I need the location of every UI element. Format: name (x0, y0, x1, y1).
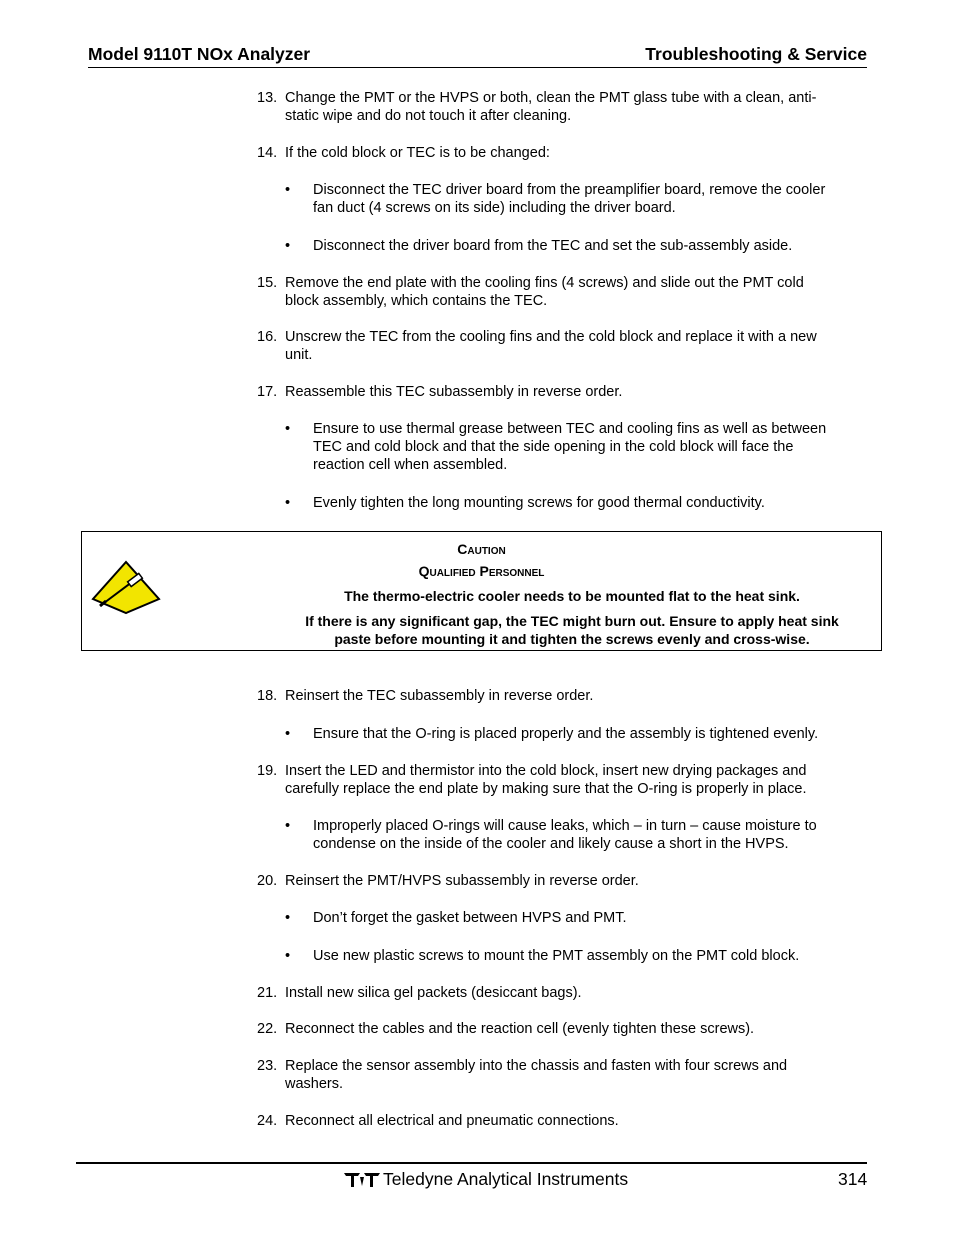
step-number: 24. (257, 1113, 278, 1129)
step-number: 22. (257, 1021, 278, 1037)
step-text: Reinsert the PMT/HVPS subassembly in reverse order. (285, 873, 639, 889)
bullet-marker: • (285, 818, 291, 834)
bullet-marker: • (285, 238, 291, 254)
footer-company: Teledyne Analytical Instruments (383, 1169, 629, 1189)
caution-line: If there is any significant gap, the TEC might burn out. Ensure to apply heat sink (305, 613, 839, 629)
bullet-text: Ensure that the O-ring is placed properly and the assembly is tightened evenly. (313, 726, 819, 742)
step-text: Change the PMT or the HVPS or both, clean the PMT glass tube with a clean, anti- static wipe and do not touch it after cleaning. (285, 90, 817, 124)
caution-box (81, 531, 882, 651)
footer-rule (76, 1162, 867, 1164)
bullet-marker: • (285, 495, 291, 511)
step-number: 23. (257, 1058, 278, 1074)
step-text: Replace the sensor assembly into the chassis and fasten with four screws and washers. (285, 1058, 788, 1092)
step-number: 20. (257, 873, 278, 889)
bullet-marker: • (285, 182, 291, 198)
step-text: Insert the LED and thermistor into the cold block, insert new drying packages and carefully replace the end plate by making sure that the O-ring is properly in place. (285, 763, 807, 797)
step-number: 19. (257, 763, 278, 779)
step-text: Reconnect the cables and the reaction cell (evenly tighten these screws). (285, 1021, 755, 1037)
page-header (88, 44, 867, 68)
step-number: 15. (257, 275, 278, 291)
bullet-marker: • (285, 421, 291, 437)
step-number: 13. (257, 90, 278, 106)
caution-title: Caution (457, 541, 506, 557)
caution-line: paste before mounting it and tighten the screws evenly and cross-wise. (334, 631, 810, 647)
bullet-marker: • (285, 910, 291, 926)
step-text: Install new silica gel packets (desiccant bags). (285, 985, 582, 1001)
bullet-text: Evenly tighten the long mounting screws for good thermal conductivity. (313, 495, 765, 511)
step-text: Remove the end plate with the cooling fins (4 screws) and slide out the PMT cold block assembly, which contains the TEC. (285, 275, 804, 309)
teledyne-logo-icon (344, 1171, 380, 1189)
step-text: Reconnect all electrical and pneumatic connections. (285, 1113, 619, 1129)
header-model: Model 9110T NOx Analyzer (88, 44, 311, 64)
step-number: 18. (257, 688, 278, 704)
caution-subtitle: Qualified Personnel (418, 563, 545, 579)
bullet-text: Don’t forget the gasket between HVPS and PMT. (313, 910, 627, 926)
step-text: Reinsert the TEC subassembly in reverse order. (285, 688, 594, 704)
step-number: 14. (257, 145, 278, 161)
step-text: Reassemble this TEC subassembly in reverse order. (285, 384, 623, 400)
step-number: 16. (257, 329, 278, 345)
bullet-marker: • (285, 726, 291, 742)
header-section: Troubleshooting & Service (645, 44, 867, 64)
caution-line: The thermo-electric cooler needs to be mounted flat to the heat sink. (344, 588, 800, 604)
bullet-text: Ensure to use thermal grease between TEC and cooling fins as well as between TEC and cold block and that the side opening in the cold block will face the reaction cell when assembled. (313, 421, 827, 473)
bullet-marker: • (285, 948, 291, 964)
bullet-text: Improperly placed O-rings will cause leaks, which – in turn – cause moisture to condense on the inside of the cooler and likely cause a short in the HVPS. (313, 818, 817, 852)
step-number: 17. (257, 384, 278, 400)
step-text: Unscrew the TEC from the cooling fins and the cold block and replace it with a new unit. (285, 329, 817, 363)
page-number: 314 (838, 1169, 868, 1189)
bullet-text: Use new plastic screws to mount the PMT assembly on the PMT cold block. (313, 948, 800, 964)
step-text: If the cold block or TEC is to be changed: (285, 145, 550, 161)
bullet-text: Disconnect the driver board from the TEC and set the sub-assembly aside. (313, 238, 793, 254)
step-number: 21. (257, 985, 278, 1001)
bullet-text: Disconnect the TEC driver board from the preamplifier board, remove the cooler fan duct (4 screws on its side) including the driver board. (313, 182, 826, 216)
